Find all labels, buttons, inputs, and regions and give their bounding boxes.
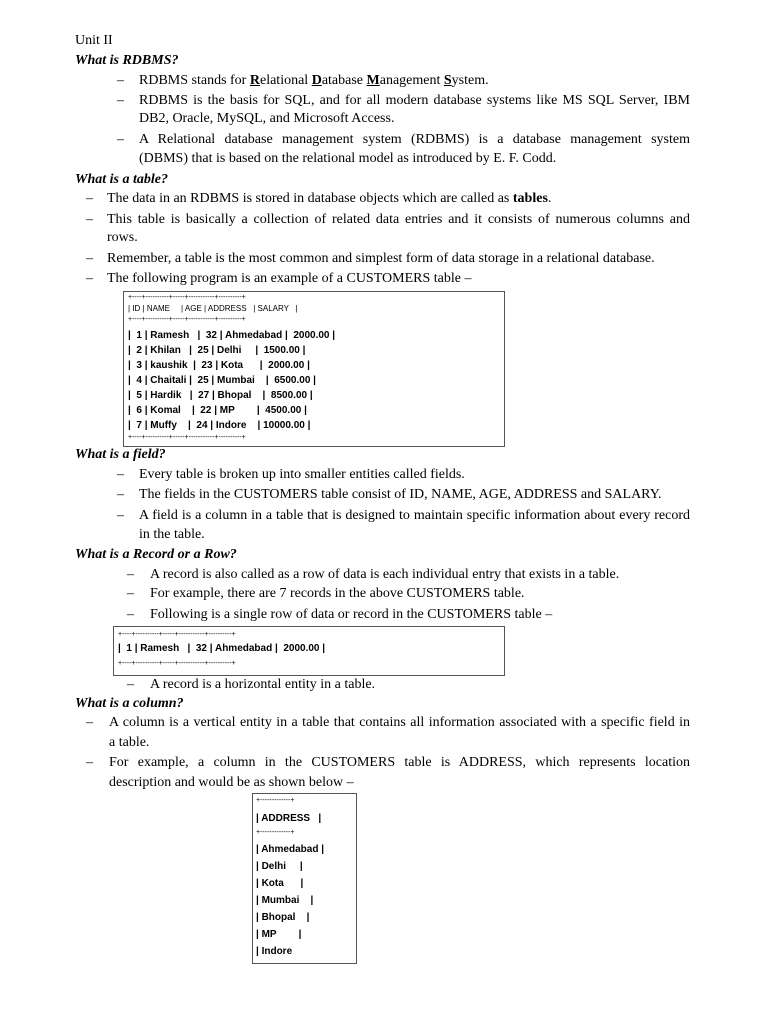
code-row: | MP | (256, 929, 302, 940)
field-bullet-3-line-2: in the table. (139, 527, 205, 542)
rdbms-bullet-2-line-2: DB2, Oracle, MySQL, and Microsoft Access. (139, 111, 395, 126)
field-bullet-3-line-1: A field is a column in a table that is designed to maintain specific information about every record (139, 508, 690, 523)
heading-rdbms: What is RDBMS? (75, 53, 179, 68)
field-bullet-2: The fields in the CUSTOMERS table consist of ID, NAME, AGE, ADDRESS and SALARY. (139, 487, 662, 502)
bullet-dash: – (86, 755, 93, 770)
code-row: | Bhopal | (256, 912, 310, 923)
code-row: | 5 | Hardik | 27 | Bhopal | 8500.00 | (128, 390, 313, 401)
rdbms-bullet-1 (139, 72, 489, 90)
code-header: | ADDRESS | (256, 813, 322, 824)
heading-record: What is a Record or a Row? (75, 547, 237, 562)
code-separator: +----+----------+-----+-----------+----------+ (118, 660, 236, 667)
column-bullet-2-line-2: description and would be as shown below – (109, 775, 354, 790)
text: R (249, 73, 260, 88)
code-row: | 6 | Komal | 22 | MP | 4500.00 | (128, 405, 307, 416)
code-separator: +----+----------+-----+-----------+----------+ (128, 434, 246, 441)
text-bold: tables (512, 191, 548, 206)
rdbms-bullet-3-line-2: (DBMS) that is based on the relational model as introduced by E. F. Codd. (139, 151, 557, 166)
code-row: | 1 | Ramesh | 32 | Ahmedabad | 2000.00 | (128, 330, 336, 341)
heading-table: What is a table? (75, 172, 168, 187)
heading-field: What is a field? (75, 447, 166, 462)
bullet-dash: – (117, 73, 124, 88)
record-code-box (113, 626, 505, 676)
text: The data in an RDBMS is stored in database objects which are called as (107, 191, 513, 206)
bullet-dash: – (86, 191, 93, 206)
bullet-dash: – (117, 93, 124, 108)
bullet-dash: – (117, 467, 124, 482)
code-separator: +-------------+ (256, 797, 295, 804)
bullet-dash: – (86, 271, 93, 286)
field-bullet-1: Every table is broken up into smaller entities called fields. (139, 467, 465, 482)
text: ystem. (451, 73, 489, 88)
table-bullet-2-line-2: rows. (107, 230, 138, 245)
heading-column: What is a column? (75, 696, 184, 711)
record-bullet-1: A record is also called as a row of data is each individual entry that exists in a table. (150, 567, 620, 582)
record-bullet-4: A record is a horizontal entity in a table. (150, 677, 376, 692)
customers-code-box (123, 291, 505, 447)
code-row: | Kota | (256, 878, 304, 889)
code-row: | Mumbai | (256, 895, 314, 906)
code-separator: +----+----------+-----+-----------+----------+ (118, 631, 236, 638)
record-bullet-2: For example, there are 7 records in the above CUSTOMERS table. (150, 586, 525, 601)
code-row: | 3 | kaushik | 23 | Kota | 2000.00 | (128, 360, 310, 371)
table-bullet-1 (107, 190, 551, 208)
record-bullet-3: Following is a single row of data or record in the CUSTOMERS table – (150, 607, 553, 622)
code-row: | 2 | Khilan | 25 | Delhi | 1500.00 | (128, 345, 306, 356)
text: atabase (321, 73, 367, 88)
bullet-dash: – (86, 212, 93, 227)
bullet-dash: – (117, 132, 124, 147)
code-row: | 1 | Ramesh | 32 | Ahmedabad | 2000.00 | (118, 643, 326, 654)
column-bullet-2-line-1: For example, a column in the CUSTOMERS table is ADDRESS, which represents location (109, 755, 690, 770)
table-bullet-3: Remember, a table is the most common and simplest form of data storage in a relational database. (107, 251, 655, 266)
code-row: | 7 | Muffy | 24 | Indore | 10000.00 | (128, 420, 311, 431)
unit-label: Unit II (75, 33, 113, 48)
bullet-dash: – (86, 251, 93, 266)
bullet-dash: – (127, 607, 134, 622)
bullet-dash: – (117, 508, 124, 523)
code-row: | Indore (256, 946, 293, 957)
code-row: | Delhi | (256, 861, 303, 872)
code-separator: +----+----------+-----+-----------+----------+ (128, 316, 246, 323)
table-bullet-4: The following program is an example of a CUSTOMERS table – (107, 271, 472, 286)
text: elational (259, 73, 312, 88)
bullet-dash: – (117, 487, 124, 502)
code-header: | ID | NAME | AGE | ADDRESS | SALARY | (128, 304, 298, 313)
code-separator: +----+----------+-----+-----------+----------+ (128, 294, 246, 301)
text: D (311, 73, 322, 88)
text: RDBMS stands for (139, 73, 250, 88)
bullet-dash: – (127, 586, 134, 601)
column-bullet-1-line-1: A column is a vertical entity in a table that contains all information associated with a specific field in (109, 715, 690, 730)
text: anagement (379, 73, 444, 88)
table-bullet-2-line-1: This table is basically a collection of related data entries and it consists of numerous columns and (107, 212, 690, 227)
bullet-dash: – (86, 715, 93, 730)
text: S (443, 73, 452, 88)
code-row: | Ahmedabad | (256, 844, 325, 855)
address-code-box (252, 793, 357, 964)
code-row: | 4 | Chaitali | 25 | Mumbai | 6500.00 | (128, 375, 316, 386)
rdbms-bullet-3-line-1: A Relational database management system (RDBMS) is a database management system (139, 132, 690, 147)
column-bullet-1-line-2: a table. (109, 735, 150, 750)
code-separator: +-------------+ (256, 829, 295, 836)
text: . (547, 191, 552, 206)
bullet-dash: – (127, 677, 134, 692)
rdbms-bullet-2-line-1: RDBMS is the basis for SQL, and for all modern database systems like MS SQL Server, IBM (139, 93, 690, 108)
text: M (366, 73, 380, 88)
bullet-dash: – (127, 567, 134, 582)
